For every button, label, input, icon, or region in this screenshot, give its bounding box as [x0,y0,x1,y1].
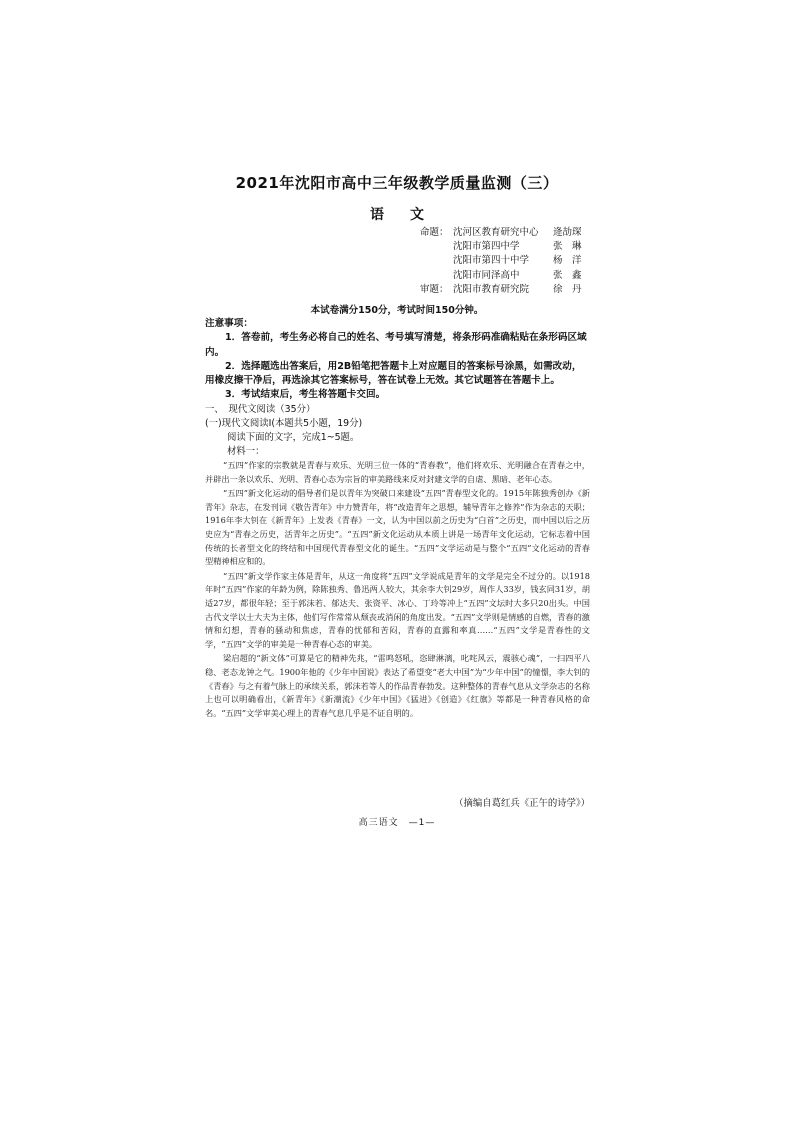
note-item: 2．选择题选出答案后，用2B铅笔把答题卡上对应题目的答案标号涂黑，如需改动，用橡皮擦干净后，再选涂其它答案标号，答在试卷上无效。其它试题答在答题卡上。 [205,360,582,387]
author-row [420,283,593,297]
passage-paragraph: “五四”新文学作家主体是青年，从这一角度将“五四”文学说成是青年的文学是完全不过分的。以1918年时“五四”作家的年龄为例，除陈独秀、鲁迅两人较大，其余李大钊29岁，周作人33岁，钱玄同31岁，胡适27岁，都很年轻；至于郭沫若、郁达夫、张资平、冰心、丁玲等冲上“五四”文坛时大多只20出头。中国古代文学以士大夫为主体，他们写作常常从颓丧或消闲的角度出发。“五四”文学则是情感的自燃，青春的激情和幻想，青春的骚动和焦虑，青春的忧郁和苦闷，青春的直露和率真……“五四”文学是青春性的文学，“五四”文学的审美是一种青春心态的审美。 [205,570,590,649]
author-name: 张 鑫 [553,269,582,281]
author-org: 沈阳市第四中学 [453,241,520,253]
author-role: 审题： [420,283,449,295]
exam-title: 2021年沈阳市高中三年级教学质量监测（三） [235,174,559,192]
notes-heading: 注意事项： [205,318,253,329]
author-name: 徐 丹 [553,283,582,295]
author-name: 张 琳 [553,241,582,253]
passage-paragraph: “五四”新文化运动的倡导者们是以青年为突破口来建设“五四”青春型文化的。1915年陈独秀创办《新青年》杂志，在发刊词《敬告青年》中力赞青年，将“改造青年之思想，辅导青年之修养”作为杂志的天职；1916年李大钊在《新青年》上发表《青春》一文，认为中国以前之历史为“白首”之历史，而中国以后之历史应为“青春之历史，活青年之历史”。“五四”新文化运动从本质上讲是一场青年文化运动，它标志着中国传统的长者型文化的终结和中国现代青春型文化的诞生。“五四”文学运动是与整个“五四”文化运动的青春型精神相应和的。 [205,488,590,567]
section-sub: (一)现代文阅读Ⅰ(本题共5小题，19分) [205,418,363,429]
author-row [420,269,593,283]
passage-paragraph: 梁启超的“新文体”可算是它的精神先兆，“雷鸣怒吼，恣肆淋漓，叱咤风云，震骇心魂”，一扫四平八稳、老态龙钟之气。1900年他的《少年中国说》表达了希望变“老大中国”为“少年中国”的憧憬，李大钊的《青春》与之有着气脉上的承续关系，郭沫若等人的作品青春勃发。这种整体的青春气息从文学杂志的名称上也可以明确看出，《新青年》《新潮流》《少年中国》《猛进》《创造》《红旗》等都是一种青春风格的命名。“五四”文学审美心理上的青春气息几乎是不证自明的。 [205,653,590,718]
material-label: 材料一： [227,446,265,457]
exam-notes [205,317,590,403]
page-footer: 高三语文 —1— [358,818,436,828]
author-row [420,240,593,254]
author-org: 沈阳市教育研究院 [453,283,530,295]
author-name: 逄劼琛 [553,227,582,238]
passage-paragraph: “五四”作家的宗教就是青春与欢乐、光明三位一体的“青春教”，他们将欢乐、光明融合在青春之中，并辟出一条以欢乐、光明、青春心态为宗旨的审美路线来反对封建文学的自虐、黑暗、老年心态。 [205,460,590,484]
subject-title: 语文 [370,207,450,223]
author-org: 沈河区教育研究中心 [453,227,539,238]
author-role [420,254,453,268]
score-line: 本试卷满分150分，考试时间150分钟。 [310,305,484,316]
author-row [420,226,593,240]
note-item: 3．考试结束后，考生将答题卡交回。 [225,389,386,401]
note-item: 1．答卷前，考生务必将自己的姓名、考号填写清楚，将条形码准确粘贴在条形码区域内。 [205,332,587,358]
section-part: 一、 现代文阅读（35分） [205,404,316,415]
author-role: 命题： [420,227,449,238]
passage-source: （摘编自葛红兵《正午的诗学》） [454,798,590,809]
author-role [420,269,453,283]
reading-passage [205,459,590,721]
section-instruction: 阅读下面的文字，完成1~5题。 [227,432,360,443]
author-role [420,240,453,254]
author-name: 杨 洋 [553,255,582,267]
section-header [205,403,590,459]
author-list [420,226,593,297]
author-row [420,254,593,268]
author-org: 沈阳市第四十中学 [453,255,530,267]
author-org: 沈阳市同泽高中 [453,269,520,281]
